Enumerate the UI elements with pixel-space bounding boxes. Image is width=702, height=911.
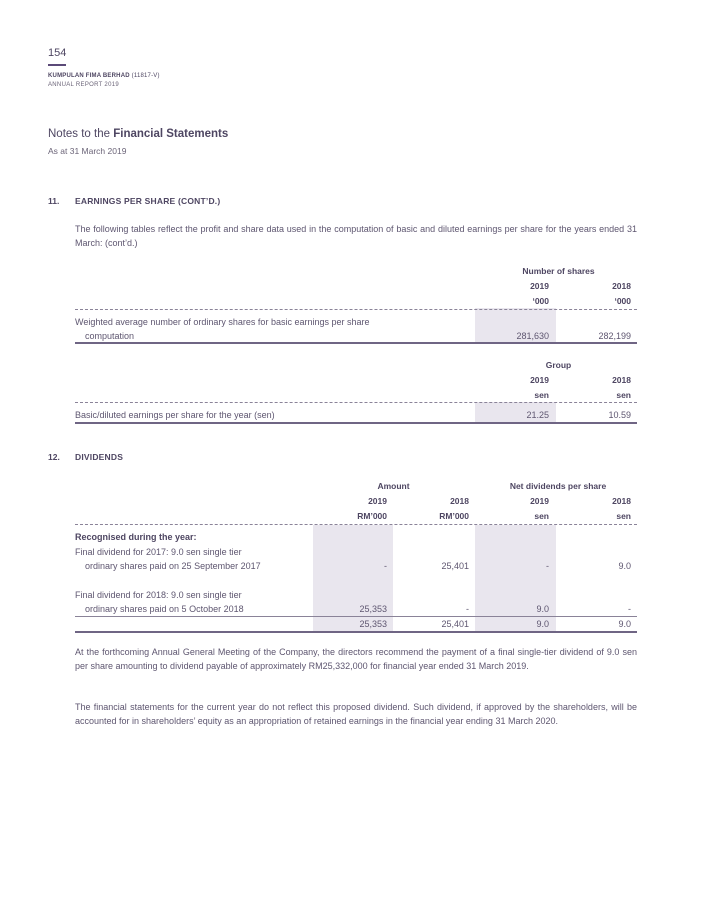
table1-year-2019: 2019: [530, 281, 549, 291]
dividends-row2-amount-2018: -: [466, 604, 469, 614]
dividends-row1-net-2018: 9.0: [618, 561, 631, 571]
dividends-total-net-2019: 9.0: [536, 619, 549, 629]
table2-value-2018: 10.59: [608, 410, 631, 420]
table1-row-label-line2: computation: [85, 331, 135, 341]
dividends-year-amount-2019: 2019: [368, 496, 387, 506]
dividends-unit-net-2019: sen: [534, 511, 549, 521]
table1-unit-2018: ‘000: [614, 296, 631, 306]
dividends-paragraph-1: At the forthcoming Annual General Meeting of the Company, the directors recommend the payment of a final single-tier dividend of 9.0 sen per share amounting to dividend payable of approximately RM25,332,000 for financial year ended 31 March 2019.: [75, 647, 637, 671]
dividends-header-divider: [75, 524, 637, 525]
dividends-unit-amount-2018: RM’000: [439, 511, 469, 521]
table1-value-2019: 281,630: [516, 331, 549, 341]
dividends-year-amount-2018: 2018: [450, 496, 469, 506]
dividends-total-top-rule: [75, 616, 637, 617]
dividends-paragraph-2: The financial statements for the current year do not reflect this proposed dividend. Such dividend, if approved by the shareholders, will be accounted for in shareholders’ equity as an appropriation of retained earnings in the financial year ending 31 March 2020.: [75, 702, 637, 726]
dividends-row2-net-2018: -: [628, 604, 631, 614]
section-11-intro: The following tables reflect the profit and share data used in the computation of basic and diluted earnings per share for the years ended 31 March: (cont’d.): [75, 224, 637, 248]
table2-header-divider: [75, 402, 637, 403]
table1-bottom-rule: [75, 342, 637, 344]
dividends-total-amount-2018: 25,401: [441, 619, 469, 629]
page-number: 154: [48, 47, 67, 59]
page-title: [48, 128, 228, 140]
dividends-total-net-2018: 9.0: [618, 619, 631, 629]
dividends-group-net: Net dividends per share: [509, 481, 607, 491]
section-11-heading: EARNINGS PER SHARE (CONT’D.): [75, 196, 221, 206]
table2-unit-2018: sen: [616, 390, 631, 400]
dividends-year-net-2018: 2018: [612, 496, 631, 506]
table2-year-2019: 2019: [530, 375, 549, 385]
table2-unit-2019: sen: [534, 390, 549, 400]
table1-row-label-line1: Weighted average number of ordinary shares for basic earnings per share: [75, 317, 370, 327]
table2-year-2018: 2018: [612, 375, 631, 385]
section-11-number: 11.: [48, 196, 60, 206]
company-name-line: [48, 73, 160, 79]
company-registration: (11817-V): [131, 73, 160, 79]
dividends-row2-amount-2019: 25,353: [359, 604, 387, 614]
dividends-unit-amount-2019: RM’000: [357, 511, 387, 521]
report-name: ANNUAL REPORT 2019: [48, 82, 119, 88]
section-12-number: 12.: [48, 452, 60, 462]
dividends-year-net-2019: 2019: [530, 496, 549, 506]
table1-header-divider: [75, 309, 637, 310]
dividends-row2-net-2019: 9.0: [536, 604, 549, 614]
table2-row-label: Basic/diluted earnings per share for the year (sen): [75, 410, 275, 420]
page-date: As at 31 March 2019: [48, 146, 127, 156]
table2-value-2019: 21.25: [526, 410, 549, 420]
dividends-row1-amount-2018: 25,401: [441, 561, 469, 571]
page-title-bold: Financial Statements: [113, 128, 229, 140]
page-title-prefix: Notes to the: [48, 128, 114, 140]
table2-group-header: Group: [545, 360, 572, 370]
dividends-row1-label-line2: ordinary shares paid on 25 September 2017: [85, 561, 261, 571]
dividends-row1-amount-2019: -: [384, 561, 387, 571]
table1-year-2018: 2018: [612, 281, 631, 291]
dividends-row1-net-2019: -: [546, 561, 549, 571]
dividends-row1-label-line1: Final dividend for 2017: 9.0 sen single tier: [75, 547, 242, 557]
table1-value-2018: 282,199: [598, 331, 631, 341]
dividends-unit-net-2018: sen: [616, 511, 631, 521]
dividends-total-amount-2019: 25,353: [359, 619, 387, 629]
dividends-row2-label-line2: ordinary shares paid on 5 October 2018: [85, 604, 244, 614]
page-number-rule: [48, 64, 66, 66]
table1-group-header: Number of shares: [522, 266, 595, 276]
table1-unit-2019: ‘000: [532, 296, 549, 306]
table2-bottom-rule: [75, 422, 637, 424]
dividends-group-amount: Amount: [377, 481, 410, 491]
dividends-bottom-rule: [75, 631, 637, 633]
company-name: KUMPULAN FIMA BERHAD: [48, 73, 130, 79]
dividends-subheading: Recognised during the year:: [75, 532, 197, 542]
section-12-heading: DIVIDENDS: [75, 452, 124, 462]
dividends-row2-label-line1: Final dividend for 2018: 9.0 sen single tier: [75, 590, 242, 600]
